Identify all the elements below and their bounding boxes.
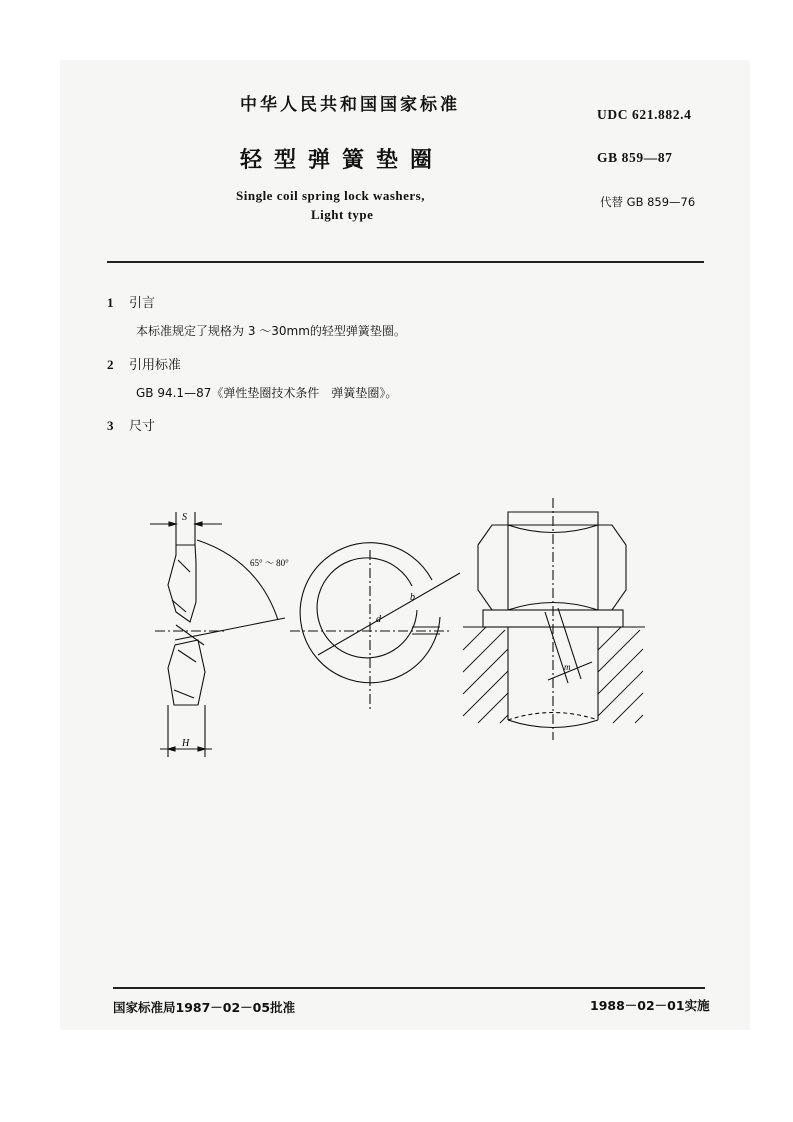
section-2-heading [107, 354, 181, 373]
label-m: m [564, 662, 571, 672]
standard-title: 轻型弹簧垫圈 [240, 148, 445, 173]
issuing-organization: 中华人民共和国国家标准 [240, 95, 460, 115]
section-3-heading [107, 415, 155, 434]
replaces-note: 代替 GB 859—76 [600, 195, 696, 209]
header-divider [107, 261, 704, 263]
label-d: d [376, 614, 381, 625]
section-number: 3 [107, 418, 114, 433]
washer-front-view [290, 543, 460, 712]
section-number: 2 [107, 357, 114, 372]
footer-divider [113, 987, 705, 989]
approval-date: 国家标准局1987－02－05批准 [113, 1000, 296, 1015]
effective-date: 1988－02－01实施 [590, 998, 710, 1013]
label-s: S [182, 512, 187, 523]
section-1-body: 本标准规定了规格为 3 ～30mm的轻型弹簧垫圈。 [136, 324, 406, 338]
label-b: b [410, 592, 415, 603]
standard-number: GB 859—87 [597, 150, 673, 165]
washer-side-view [150, 512, 285, 757]
udc-code: UDC 621.882.4 [597, 107, 692, 122]
label-h: H [182, 738, 190, 749]
washer-drawing [140, 495, 650, 769]
section-2-body: GB 94.1—87《弹性垫圈技术条件 弹簧垫圈》。 [136, 386, 398, 400]
assembly-view [463, 498, 645, 740]
english-title-line1: Single coil spring lock washers, [236, 188, 425, 203]
english-title-line2: Light type [311, 207, 374, 222]
section-number: 1 [107, 295, 114, 310]
section-title: 引用标准 [129, 358, 182, 373]
section-title: 引言 [129, 296, 156, 311]
label-angle: 65° ～ 80° [250, 558, 289, 568]
section-title: 尺寸 [129, 419, 156, 434]
section-1-heading [107, 292, 155, 311]
